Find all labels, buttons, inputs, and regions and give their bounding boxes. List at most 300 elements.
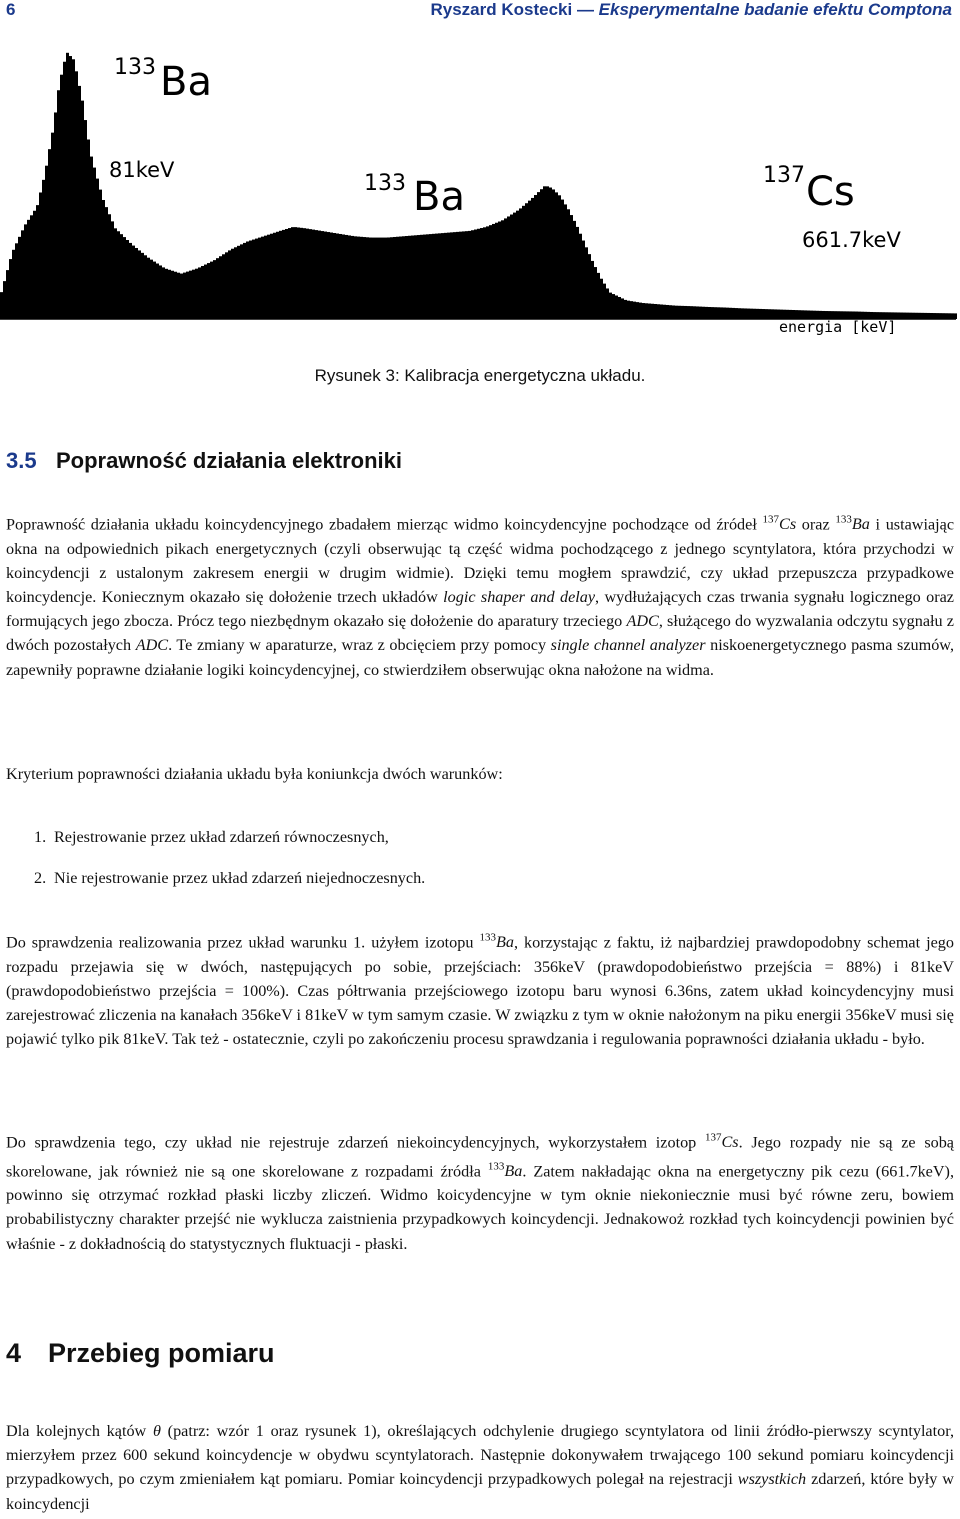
spectrum-bin: [579, 234, 582, 319]
text-run: , korzystając z faktu, iż najbardziej prawdopodobny schemat jego rozpadu przejawia się w dwóch, następujących po sobie, przejściach: 356keV (prawdopodobieństwo przejścia = 88%) i 81keV (prawdopodobieństwo przejścia = 100%). Czas półtrwania przejściowego izotopu baru wynosi 6.36ns, zatem układ koincydencyjny musi zarejestrować zliczenia na kanałach 356keV i 81keV w tym samym czasie. W związku z tym w oknie nałożonym na piku energii 356keV musi się pojawić tylko pik 81keV. Tak też - ostatecznie, czyli po zakończeniu procesu sprawdzania i regulowania poprawności działania układu - było.: [6, 933, 954, 1049]
spectrum-bin: [903, 313, 906, 319]
calibration-figure: [0, 40, 960, 350]
spectrum-bin: [384, 238, 387, 319]
spectrum-bin: [195, 269, 198, 319]
spectrum-bin: [660, 304, 663, 319]
spectrum-bin: [591, 261, 594, 319]
spectrum-bin: [309, 229, 312, 319]
italic-term: wszystkich: [737, 1470, 807, 1489]
spectrum-bin: [171, 271, 174, 319]
spectrum-bin: [225, 252, 228, 319]
spectrum-bin: [117, 231, 120, 319]
spectrum-bin: [321, 231, 324, 319]
spectrum-bin: [114, 228, 117, 319]
spectrum-bin: [717, 307, 720, 319]
spectrum-bin: [573, 221, 576, 319]
spectrum-bin: [774, 309, 777, 319]
spectrum-bin: [909, 313, 912, 319]
spectrum-bin: [381, 238, 384, 319]
spectrum-bin: [72, 59, 75, 319]
spectrum-bin: [501, 220, 504, 319]
spectrum-bin: [198, 267, 201, 319]
spectrum-bin: [639, 303, 642, 319]
spectrum-bin: [618, 297, 621, 319]
spectrum-bin: [585, 247, 588, 319]
spectrum-bin: [42, 180, 45, 319]
spectrum-bin: [570, 215, 573, 319]
section-heading-3-5: [6, 448, 402, 474]
spectrum-bin: [219, 256, 222, 319]
paragraph-4: [6, 1126, 954, 1256]
spectrum-bin: [468, 231, 471, 319]
spectrum-bin: [192, 270, 195, 319]
spectrum-bin: [180, 274, 183, 319]
spectrum-bin: [498, 222, 501, 319]
text-run: Do sprawdzenia realizowania przez układ warunku 1. użyłem izotopu: [6, 933, 480, 952]
spectrum-bin: [600, 279, 603, 319]
spectrum-bin: [402, 236, 405, 319]
paragraph-3: [6, 926, 954, 1051]
spectrum-bin: [18, 237, 21, 319]
spectrum-bin: [150, 260, 153, 319]
spectrum-bin: [207, 263, 210, 319]
spectrum-bin: [435, 234, 438, 319]
spectrum-bin: [57, 90, 60, 319]
spectrum-bin: [372, 238, 375, 319]
spectrum-bin: [132, 246, 135, 319]
spectrum-bin: [204, 265, 207, 319]
spectrum-bin: [45, 166, 48, 319]
spectrum-bin: [156, 264, 159, 319]
spectrum-bin: [291, 227, 294, 319]
spectrum-bin: [387, 237, 390, 319]
header-title: Eksperymentalne badanie efektu Comptona: [598, 0, 952, 19]
spectrum-bin: [66, 53, 69, 319]
isotope-mass: 137: [704, 1132, 722, 1144]
spectrum-bin: [459, 232, 462, 319]
spectrum-bin: [270, 234, 273, 319]
spectrum-bin: [486, 226, 489, 319]
isotope-symbol: Cs: [779, 515, 797, 534]
spectrum-bin: [282, 230, 285, 319]
spectrum-bin: [102, 200, 105, 319]
italic-term: single channel analyzer: [550, 636, 706, 655]
spectrum-bin: [912, 313, 915, 319]
peak-label-cs-energy: 661.7keV: [802, 228, 901, 252]
text-run: Poprawność działania układu koincydencyjnego zbadałem mierząc widmo koincydencyjne pochodzące od źródeł: [6, 515, 763, 534]
spectrum-bin: [234, 247, 237, 319]
spectrum-bin: [411, 236, 414, 319]
spectrum-bin: [645, 303, 648, 319]
spectrum-bin: [702, 307, 705, 319]
list-number: 1.: [34, 828, 47, 846]
spectrum-bin: [612, 294, 615, 319]
spectrum-bin: [36, 205, 39, 319]
peak-label-ba-mass-1: 133: [114, 55, 156, 80]
section-number: 4: [6, 1338, 22, 1368]
spectrum-bin: [747, 309, 750, 319]
spectrum-bin: [324, 232, 327, 319]
spectrum-bin: [693, 306, 696, 319]
spectrum-bin: [144, 255, 147, 319]
isotope-symbol: Ba: [504, 1161, 523, 1180]
section-title: Poprawność działania elektroniki: [56, 448, 402, 473]
list-text: Rejestrowanie przez układ zdarzeń równoczesnych,: [54, 828, 389, 846]
spectrum-bin: [495, 223, 498, 319]
section-title: Przebieg pomiaru: [48, 1338, 275, 1368]
spectrum-bin: [165, 269, 168, 319]
peak-label-cs-symbol: Cs: [806, 169, 855, 215]
spectrum-bin: [213, 260, 216, 319]
peak-label-ba-energy-1: 81keV: [109, 158, 175, 182]
isotope-symbol: Ba: [495, 933, 514, 952]
spectrum-bin: [675, 306, 678, 319]
header-author: Ryszard Kostecki: [430, 0, 573, 19]
spectrum-bin: [243, 243, 246, 319]
spectrum-bin: [81, 101, 84, 319]
spectrum-bin: [954, 313, 957, 319]
section-heading-4: [6, 1338, 275, 1369]
spectrum-bin: [930, 313, 933, 319]
spectrum-bin: [420, 235, 423, 319]
spectrum-bin: [330, 233, 333, 319]
spectrum-bin: [756, 309, 759, 319]
x-axis-label: energia [keV]: [779, 318, 897, 336]
spectrum-bin: [63, 62, 66, 319]
isotope-mass: 133: [835, 514, 852, 526]
isotope-ba: [488, 1162, 522, 1180]
spectrum-bin: [483, 227, 486, 319]
spectrum-bin: [615, 296, 618, 319]
spectrum-bin: [276, 232, 279, 319]
running-header: [6, 0, 952, 24]
spectrum-bin: [687, 306, 690, 319]
spectrum-bin: [723, 307, 726, 319]
spectrum-bin: [339, 234, 342, 319]
spectrum-bin: [480, 228, 483, 319]
text-run: niskoenergetycznego pasma szumów, zapewniły poprawne działanie logiki koincydencyjnej, co stwierdziłem obserwując okna nałożone na widma.: [6, 636, 954, 679]
spectrum-bin: [21, 230, 24, 319]
spectrum-bin: [360, 237, 363, 319]
spectrum-bin: [357, 237, 360, 319]
spectrum-bin: [633, 302, 636, 319]
spectrum-bin: [609, 293, 612, 319]
spectrum-bin: [732, 308, 735, 319]
text-run: , wydłużających czas trwania sygnału logicznego oraz formujących jego zbocza. Prócz tego niezbędnym okazało się dołożenie do aparatury trzeciego: [6, 588, 954, 631]
text-run: . Te zmiany w aparaturze, wraz z obcięciem przy pomocy: [168, 636, 551, 655]
spectrum-bin: [720, 307, 723, 319]
text-run: i ustawiając okna na odpowiednich pikach energetycznych (czyli obserwując tą część widma pochodzącego z jednego scyntylatora, która przychodzi w koincydencji z ustalonym zakresem energii w drugim widmie). Dzięki temu mogłem sprawdzić, czy układ przepuszcza przypadkowe koincydencje. Koniecznym okazało się dołożenie trzech układów: [6, 515, 955, 606]
spectrum-bin: [369, 238, 372, 319]
spectrum-bin: [489, 225, 492, 319]
spectrum-bin: [183, 273, 186, 319]
spectrum-bin: [366, 237, 369, 319]
isotope-mass: 133: [479, 932, 496, 944]
spectrum-bin: [945, 313, 948, 319]
spectrum-bin: [441, 233, 444, 319]
spectrum-bin: [345, 235, 348, 319]
italic-term: ADC: [135, 636, 169, 655]
spectrum-bin: [672, 305, 675, 319]
isotope-ba: [479, 933, 513, 951]
spectrum-bin: [108, 214, 111, 319]
list-text: Nie rejestrowanie przez układ zdarzeń niejednoczesnych.: [54, 869, 426, 887]
spectrum-bin: [3, 281, 6, 319]
spectrum-bin: [582, 241, 585, 319]
spectrum-bin: [141, 253, 144, 319]
spectrum-bin: [273, 233, 276, 319]
spectrum-bin: [948, 313, 951, 319]
spectrum-bin: [60, 75, 63, 319]
spectrum-bin: [753, 309, 756, 319]
spectrum-bin: [936, 313, 939, 319]
spectrum-bin: [39, 192, 42, 319]
spectrum-bin: [378, 238, 381, 319]
theta-symbol: θ: [152, 1422, 161, 1440]
spectrum-bin: [417, 235, 420, 319]
spectrum-bin: [507, 216, 510, 319]
isotope-cs: [705, 1133, 739, 1151]
spectrum-bin: [264, 236, 267, 319]
spectrum-bin: [915, 313, 918, 319]
spectrum-bin: [627, 301, 630, 319]
spectrum-bin: [423, 235, 426, 319]
spectrum-bin: [186, 272, 189, 319]
isotope-mass: 133: [487, 1160, 505, 1173]
spectrum-bin: [135, 248, 138, 319]
spectrum-bin: [33, 211, 36, 319]
spectrum-bin: [54, 112, 57, 319]
spectrum-bin: [303, 228, 306, 319]
spectrum-chart: [0, 40, 960, 350]
spectrum-bin: [714, 307, 717, 319]
spectrum-bin: [399, 236, 402, 319]
spectrum-bin: [75, 71, 78, 319]
spectrum-bin: [351, 236, 354, 319]
spectrum-bin: [696, 306, 699, 319]
spectrum-bin: [297, 227, 300, 319]
spectrum-bin: [210, 262, 213, 319]
running-title: [430, 0, 952, 20]
spectrum-bin: [678, 306, 681, 319]
figure-caption: Rysunek 3: Kalibracja energetyczna układu.: [314, 366, 646, 385]
spectrum-bin: [168, 270, 171, 319]
spectrum-bin: [942, 313, 945, 319]
spectrum-bin: [249, 241, 252, 319]
isotope-symbol: Cs: [721, 1133, 739, 1152]
spectrum-bin: [681, 306, 684, 319]
spectrum-bin: [432, 234, 435, 319]
spectrum-bin: [201, 266, 204, 319]
spectrum-bin: [318, 231, 321, 319]
italic-term: ADC: [626, 612, 659, 631]
spectrum-bin: [711, 307, 714, 319]
spectrum-bin: [690, 306, 693, 319]
spectrum-bin: [405, 236, 408, 319]
spectrum-bin: [222, 254, 225, 319]
spectrum-bin: [93, 168, 96, 319]
spectrum-bin: [471, 230, 474, 319]
spectrum-bin: [96, 179, 99, 319]
spectrum-bin: [624, 300, 627, 319]
text-run: oraz: [796, 515, 836, 534]
spectrum-bin: [120, 234, 123, 319]
spectrum-bin: [147, 258, 150, 319]
spectrum-bin: [375, 238, 378, 319]
spectrum-bin: [918, 313, 921, 319]
isotope-cs: [763, 515, 797, 533]
spectrum-bin: [348, 235, 351, 319]
spectrum-bin: [666, 305, 669, 319]
spectrum-bin: [921, 313, 924, 319]
spectrum-bin: [159, 265, 162, 319]
spectrum-bin: [162, 267, 165, 319]
spectrum-bin: [462, 231, 465, 319]
spectrum-bin: [111, 221, 114, 319]
spectrum-bin: [231, 249, 234, 319]
spectrum-bin: [684, 306, 687, 319]
spectrum-bin: [729, 308, 732, 319]
spectrum-bin: [390, 237, 393, 319]
spectrum-bin: [177, 273, 180, 319]
spectrum-bin: [576, 227, 579, 319]
spectrum-bin: [504, 218, 507, 319]
spectrum-bin: [315, 230, 318, 319]
spectrum-bin: [708, 307, 711, 319]
spectrum-bin: [87, 139, 90, 319]
italic-term: logic shaper and delay: [443, 588, 596, 606]
spectrum-bin: [267, 235, 270, 319]
spectrum-bin: [363, 237, 366, 319]
spectrum-bin: [90, 157, 93, 319]
spectrum-bin: [927, 313, 930, 319]
spectrum-bin: [648, 304, 651, 319]
spectrum-bin: [429, 234, 432, 319]
spectrum-bin: [300, 228, 303, 319]
spectrum-bin: [51, 133, 54, 319]
spectrum-bin: [939, 313, 942, 319]
spectrum-bin: [261, 237, 264, 319]
spectrum-bin: [741, 308, 744, 319]
spectrum-bin: [84, 120, 87, 319]
spectrum-bin: [396, 237, 399, 319]
spectrum-bin: [252, 240, 255, 319]
spectrum-bin: [393, 237, 396, 319]
spectrum-bin: [255, 239, 258, 319]
spectrum-bin: [759, 309, 762, 319]
spectrum-bin: [651, 304, 654, 319]
spectrum-bin: [312, 230, 315, 319]
spectrum-bin: [438, 233, 441, 319]
text-run: Dla kolejnych kątów: [6, 1422, 153, 1440]
text-run: . Zatem nakładając okna na energetyczny pik cezu (661.7keV), powinno się otrzymać rozkład płaski liczby zliczeń. Widmo koicydencyjne w tym oknie niekoniecznie musi być równe zeru, bowiem probabilistyczny charakter przejść nie wyklucza zaistnienia przypadkowych koincydencji. Jednakowoż rozkład tych koincydencji powinien być właśnie - z dokładnością do statystycznych fluktuacji - płaski.: [6, 1161, 954, 1253]
spectrum-bin: [444, 233, 447, 319]
peak-label-cs-mass: 137: [763, 163, 805, 188]
spectrum-bin: [408, 236, 411, 319]
spectrum-bin: [153, 262, 156, 319]
spectrum-bin: [588, 254, 591, 319]
spectrum-bin: [15, 243, 18, 319]
peak-label-ba-energy-2: 356keV: [489, 242, 568, 266]
spectrum-bin: [9, 259, 12, 319]
spectrum-bin: [189, 271, 192, 319]
list-item: [34, 825, 389, 849]
spectrum-bin: [414, 235, 417, 319]
text-run: zdarzeń, które były w koincydencji: [6, 1470, 954, 1513]
section-number: 3.5: [6, 448, 37, 473]
spectrum-bin: [228, 250, 231, 319]
spectrum-bin: [750, 309, 753, 319]
spectrum-bin: [474, 229, 477, 319]
spectrum-bin: [606, 288, 609, 319]
spectrum-bin: [333, 233, 336, 319]
spectrum-bin: [105, 207, 108, 319]
paragraph-1: [6, 508, 954, 682]
spectrum-bin: [285, 229, 288, 319]
spectrum-bin: [138, 250, 141, 319]
spectrum-bin: [447, 233, 450, 319]
spectrum-bin: [744, 308, 747, 319]
spectrum-bin: [492, 224, 495, 319]
spectrum-bin: [621, 298, 624, 319]
spectrum-bin: [657, 304, 660, 319]
spectrum-bin: [123, 237, 126, 319]
spectrum-bin: [129, 243, 132, 319]
spectrum-bin: [354, 236, 357, 319]
text-run: Do sprawdzenia tego, czy układ nie rejestruje zdarzeń niekoincydencyjnych, wykorzystałem izotop: [6, 1133, 705, 1152]
spectrum-bin: [327, 232, 330, 319]
header-separator: —: [572, 0, 599, 19]
spectrum-bin: [636, 302, 639, 319]
spectrum-bin: [642, 303, 645, 319]
spectrum-bin: [342, 234, 345, 319]
spectrum-bin: [933, 313, 936, 319]
spectrum-bin: [126, 240, 129, 319]
peak-label-ba-symbol-2: Ba: [413, 174, 465, 220]
spectrum-bin: [288, 228, 291, 319]
spectrum-bin: [594, 267, 597, 319]
spectrum-bin: [654, 304, 657, 319]
isotope-mass: 137: [762, 514, 780, 526]
peak-label-ba-mass-2: 133: [364, 171, 406, 196]
spectrum-bin: [48, 149, 51, 319]
isotope-ba: [835, 515, 869, 533]
spectrum-bin: [69, 56, 72, 319]
spectrum-bin: [699, 307, 702, 319]
spectrum-bin: [768, 309, 771, 319]
spectrum-bin: [246, 241, 249, 319]
spectrum-bin: [30, 215, 33, 319]
spectrum-bin: [450, 232, 453, 319]
spectrum-bin: [900, 313, 903, 319]
spectrum-bin: [174, 272, 177, 319]
spectrum-bin: [24, 224, 27, 319]
spectrum-bin: [906, 313, 909, 319]
spectrum-bin: [78, 86, 81, 319]
spectrum-bin: [603, 284, 606, 319]
spectrum-bin: [735, 308, 738, 319]
peak-label-ba-symbol-1: Ba: [160, 59, 212, 105]
spectrum-bin: [924, 313, 927, 319]
spectrum-bin: [12, 250, 15, 319]
spectrum-bin: [477, 229, 480, 319]
spectrum-bin: [705, 307, 708, 319]
spectrum-bin: [762, 309, 765, 319]
text-run: , służącego do wyzwalania odczytu sygnału z dwóch pozostałych: [6, 612, 954, 655]
spectrum-bin: [306, 229, 309, 319]
spectrum-bin: [669, 305, 672, 319]
spectrum-bin: [0, 292, 3, 319]
